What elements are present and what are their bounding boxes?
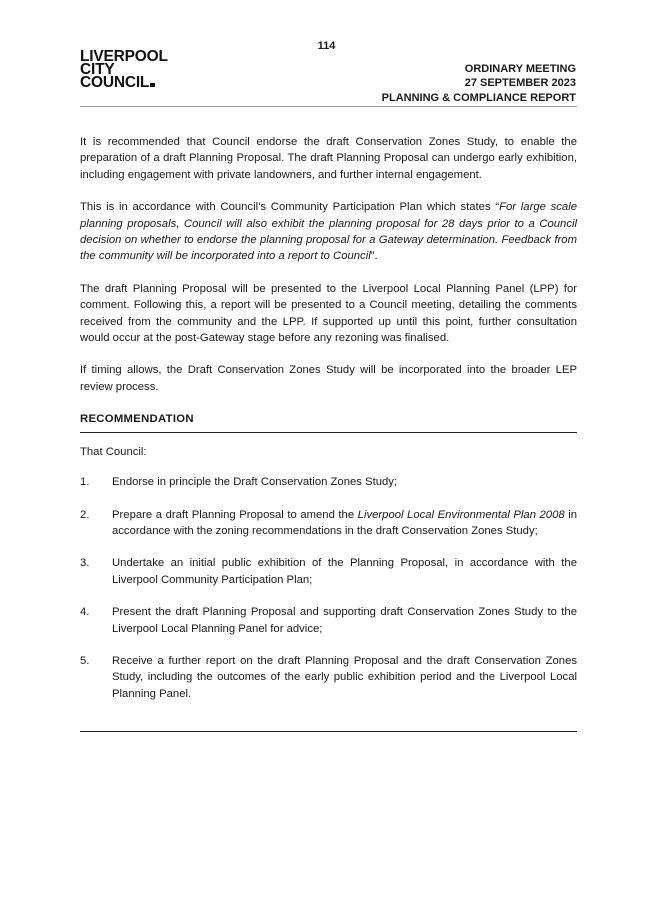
item-text: Endorse in principle the Draft Conservation Zones Study;: [112, 476, 398, 489]
paragraph-2: [80, 199, 577, 265]
item-number: 5.: [80, 654, 90, 667]
logo-line-1: LIVERPOOL: [80, 48, 168, 65]
item-text-italic: Liverpool Local Environmental Plan 2008: [357, 508, 565, 521]
list-item: [80, 507, 577, 540]
item-number: 4.: [80, 606, 90, 619]
council-logo: [80, 50, 168, 89]
item-text-start: Prepare a draft Planning Proposal to amend the: [112, 508, 358, 521]
recommendation-intro: That Council:: [80, 445, 147, 458]
paragraph-2-end: ”.: [370, 250, 378, 263]
list-item: [80, 474, 577, 490]
logo-line-3-text: COUNCIL: [80, 74, 150, 91]
header-divider: [80, 106, 577, 107]
meeting-name: ORDINARY MEETING: [464, 63, 576, 75]
list-item: [80, 555, 577, 588]
recommendation-heading: RECOMMENDATION: [80, 411, 577, 432]
paragraph-2-quote: For large scale planning proposals, Council will also exhibit the planning proposal for 28 days prior to a Council decision on whether to endorse the planning proposal for a Gateway determination. Feedback from the community will be incorporated into a report to Council: [80, 201, 578, 263]
page-number: 114: [317, 40, 336, 52]
logo-dot-icon: [150, 83, 155, 87]
meeting-info: [465, 62, 576, 90]
item-number: 2.: [80, 508, 90, 521]
item-text: [112, 507, 577, 540]
logo-line-3: [80, 76, 168, 89]
item-text-end: in accordance with the zoning recommendations in the draft Conservation Zones Study;: [112, 508, 577, 537]
item-number: 3.: [80, 557, 90, 570]
item-text: Receive a further report on the draft Planning Proposal and the draft Conservation Zones Study, including the outcomes of the early public exhibition period and the Liverpool Local Planning Panel.: [112, 654, 577, 700]
logo-line-2: CITY: [80, 61, 115, 78]
report-body: [80, 134, 577, 718]
list-item: [80, 604, 577, 637]
paragraph-2-start: This is in accordance with Council’s Community Participation Plan which states “: [80, 201, 500, 214]
recommendation-list: [80, 474, 577, 702]
list-item: [80, 653, 577, 702]
paragraph-3: The draft Planning Proposal will be presented to the Liverpool Local Planning Panel (LPP) for comment. Following this, a report will be presented to a Council meeting, detailing the comments received from the community and the LPP. If supported up until this point, further consultation would occur at the post-Gateway stage before any rezoning was finalised.: [80, 282, 577, 345]
item-number: 1.: [80, 476, 90, 489]
item-text: Present the draft Planning Proposal and supporting draft Conservation Zones Study to the Liverpool Local Planning Panel for advice;: [112, 606, 577, 635]
paragraph-1: It is recommended that Council endorse the draft Conservation Zones Study, to enable the preparation of a draft Planning Proposal. The draft Planning Proposal can undergo early exhibition, including engagement with private landowners, and further internal engagement.: [80, 136, 577, 181]
report-title: PLANNING & COMPLIANCE REPORT: [381, 92, 576, 104]
paragraph-4: If timing allows, the Draft Conservation Zones Study will be incorporated into the broader LEP review process.: [80, 364, 577, 393]
meeting-date: 27 SEPTEMBER 2023: [464, 77, 576, 89]
section-end-divider: [80, 731, 577, 732]
item-text: Undertake an initial public exhibition of the Planning Proposal, in accordance with the Liverpool Community Participation Plan;: [112, 557, 577, 586]
